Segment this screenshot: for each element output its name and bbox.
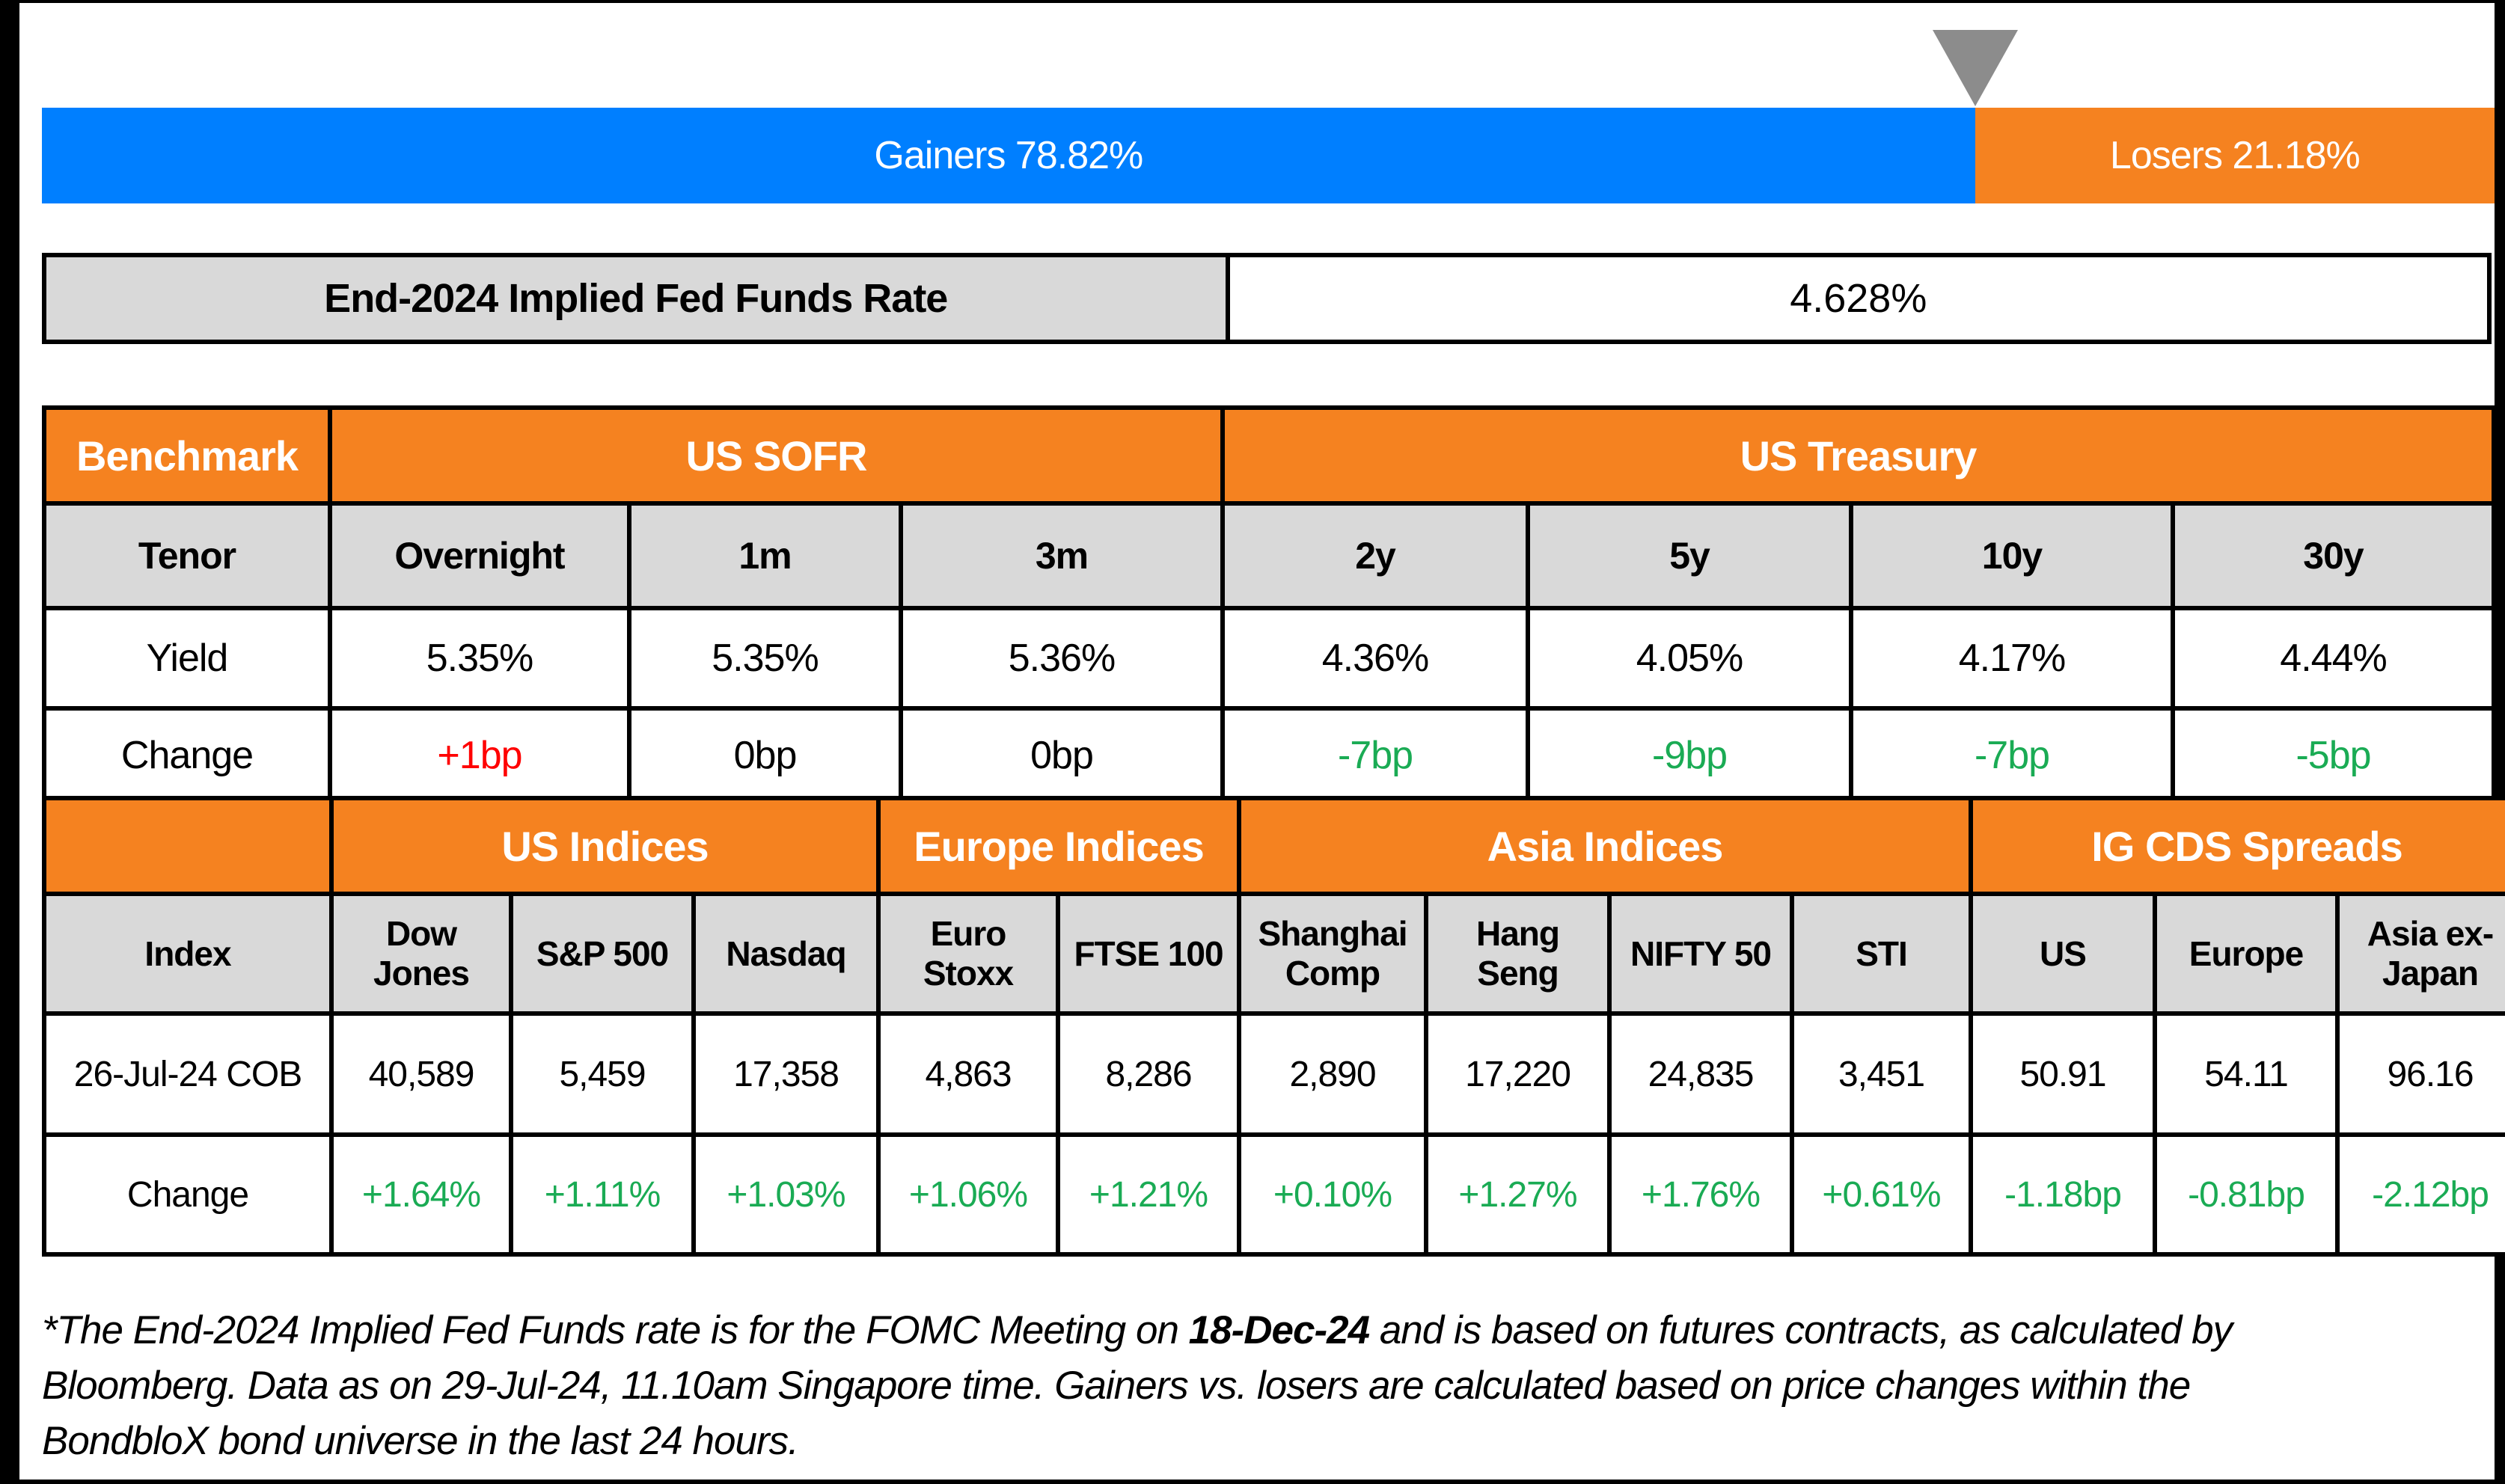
index-row-label: Index (44, 894, 331, 1014)
page-border-top (0, 0, 2505, 3)
ig-cds-group-header: IG CDS Spreads (1971, 798, 2505, 894)
change-cell: -7bp (1851, 708, 2173, 803)
benchmark-change-row (44, 708, 2494, 803)
europe-indices-group-header: Europe Indices (878, 798, 1239, 894)
footnote-line-3: BondbloX bond universe in the last 24 hours. (42, 1419, 798, 1463)
gainers-losers-bar (42, 108, 2495, 203)
yield-cell: 4.44% (2173, 608, 2494, 708)
yield-cell: 5.35% (629, 608, 901, 708)
footnote-line-1: *The End-2024 Implied Fed Funds rate is for the FOMC Meeting on 18-Dec-24 and is based on futures contracts, as calculated by (42, 1308, 2233, 1352)
index-header-cell: Hang Seng (1426, 894, 1609, 1014)
index-change-cell: -2.12bp (2337, 1135, 2505, 1254)
index-change-cell: +1.64% (331, 1135, 511, 1254)
page-border-right (2495, 0, 2505, 1484)
yield-cell: 5.35% (330, 608, 629, 708)
index-change-cell: +1.76% (1609, 1135, 1792, 1254)
yield-cell: 4.05% (1528, 608, 1851, 708)
change-row-label: Change (44, 708, 330, 803)
index-change-cell: +1.03% (694, 1135, 878, 1254)
change-row-label: Change (44, 1135, 331, 1254)
benchmark-table (42, 405, 2496, 805)
benchmark-group-header-row (44, 408, 2494, 503)
index-value-cell: 17,358 (694, 1014, 878, 1135)
tenor-cell: 1m (629, 503, 901, 608)
index-header-cell: S&P 500 (511, 894, 694, 1014)
fed-funds-strip (42, 253, 2492, 344)
asia-indices-group-header: Asia Indices (1239, 798, 1971, 894)
indices-change-row (44, 1135, 2505, 1254)
index-header-cell: NIFTY 50 (1609, 894, 1792, 1014)
gainers-segment (42, 108, 1975, 203)
fed-funds-value: 4.628% (1790, 276, 1927, 321)
indices-table (42, 796, 2505, 1257)
index-value-cell: 5,459 (511, 1014, 694, 1135)
tenor-header-row (44, 503, 2494, 608)
index-change-cell: +0.10% (1239, 1135, 1426, 1254)
indices-corner-cell (44, 798, 331, 894)
us-indices-group-header: US Indices (331, 798, 878, 894)
index-value-cell: 96.16 (2337, 1014, 2505, 1135)
index-value-cell: 24,835 (1609, 1014, 1792, 1135)
index-change-cell: +0.61% (1792, 1135, 1971, 1254)
change-cell: -5bp (2173, 708, 2494, 803)
change-cell: -7bp (1223, 708, 1528, 803)
index-value-cell: 2,890 (1239, 1014, 1426, 1135)
tenor-cell: 10y (1851, 503, 2173, 608)
index-change-cell: +1.21% (1058, 1135, 1239, 1254)
cob-row-label: 26-Jul-24 COB (44, 1014, 331, 1135)
benchmark-corner-cell: Benchmark (44, 408, 330, 503)
change-cell: 0bp (629, 708, 901, 803)
index-header-cell: Nasdaq (694, 894, 878, 1014)
index-header-cell: Asia ex-Japan (2337, 894, 2505, 1014)
tenor-cell: Overnight (330, 503, 629, 608)
yield-cell: 5.36% (901, 608, 1223, 708)
tenor-cell: 2y (1223, 503, 1528, 608)
index-value-cell: 8,286 (1058, 1014, 1239, 1135)
tenor-cell: 5y (1528, 503, 1851, 608)
index-header-cell: Euro Stoxx (878, 894, 1058, 1014)
page-border-bottom (0, 1480, 2505, 1484)
index-value-cell: 54.11 (2155, 1014, 2337, 1135)
index-header-cell: US (1971, 894, 2155, 1014)
index-header-cell: Shanghai Comp (1239, 894, 1426, 1014)
tenor-row-label: Tenor (44, 503, 330, 608)
change-cell: -9bp (1528, 708, 1851, 803)
losers-label: Losers 21.18% (2109, 134, 2360, 177)
footnote-line-2: Bloomberg. Data as on 29-Jul-24, 11.10am Singapore time. Gainers vs. losers are calculated based on price changes within the (42, 1364, 2191, 1408)
index-value-cell: 50.91 (1971, 1014, 2155, 1135)
index-change-cell: +1.06% (878, 1135, 1058, 1254)
yield-row (44, 608, 2494, 708)
index-value-cell: 4,863 (878, 1014, 1058, 1135)
page-border-left (0, 0, 19, 1484)
change-cell: 0bp (901, 708, 1223, 803)
index-change-cell: +1.27% (1426, 1135, 1609, 1254)
us-sofr-group-header: US SOFR (330, 408, 1223, 503)
index-header-cell: FTSE 100 (1058, 894, 1239, 1014)
index-value-cell: 40,589 (331, 1014, 511, 1135)
tenor-cell: 3m (901, 503, 1223, 608)
index-change-cell: +1.11% (511, 1135, 694, 1254)
yield-cell: 4.36% (1223, 608, 1528, 708)
fed-funds-label: End-2024 Implied Fed Funds Rate (46, 257, 1230, 340)
indices-group-header-row (44, 798, 2505, 894)
gainers-losers-marker-triangle-icon (1933, 30, 2018, 106)
index-value-cell: 17,220 (1426, 1014, 1609, 1135)
tenor-cell: 30y (2173, 503, 2494, 608)
change-cell: +1bp (330, 708, 629, 803)
cob-values-row (44, 1014, 2505, 1135)
index-header-cell: Dow Jones (331, 894, 511, 1014)
yield-row-label: Yield (44, 608, 330, 708)
us-treasury-group-header: US Treasury (1223, 408, 2494, 503)
index-header-cell: Europe (2155, 894, 2337, 1014)
index-value-cell: 3,451 (1792, 1014, 1971, 1135)
fomc-date-bold: 18-Dec-24 (1188, 1308, 1370, 1352)
index-change-cell: -0.81bp (2155, 1135, 2337, 1254)
index-header-row (44, 894, 2505, 1014)
index-header-cell: STI (1792, 894, 1971, 1014)
yield-cell: 4.17% (1851, 608, 2173, 708)
footnote (42, 1303, 2489, 1469)
gainers-label: Gainers 78.82% (874, 134, 1143, 177)
index-change-cell: -1.18bp (1971, 1135, 2155, 1254)
losers-segment (1975, 108, 2495, 203)
